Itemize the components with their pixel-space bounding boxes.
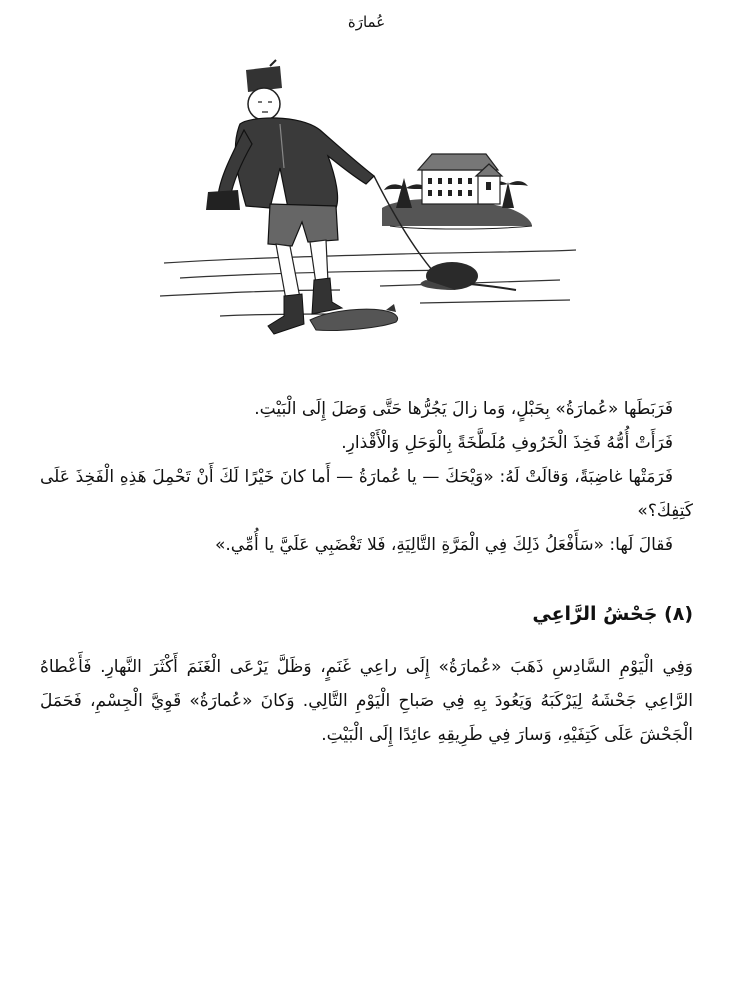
story-text	[40, 392, 693, 562]
page-header: عُمارَة	[347, 13, 386, 31]
story-illustration	[160, 58, 580, 350]
story-paragraph: فَرَبَطَها «عُمارَةُ» بِحَبْلٍ، وَما زالَ يَجُرُّها حَتَّى وَصَلَ إِلَى الْبَيْتِ.	[254, 399, 673, 419]
story-paragraph: فَرَمَتْها غاضِبَةً، وَقالَتْ لَهُ: «وَيْحَكَ — يا عُمارَةُ — أَما كانَ خَيْرًا لَكَ أَنْ تَحْمِلَ هَذِهِ الْفَخِذَ عَلَى كَتِفِكَ؟»	[40, 467, 693, 521]
island	[382, 154, 532, 229]
section-heading: (٨) جَحْشُ الرَّاعِي	[532, 603, 693, 625]
story-paragraph: فَرَأَتْ أُمُّهُ فَخِذَ الْخَرُوفِ مُلَطَّخَةً بِالْوَحَلِ وَالْأَقْذارِ.	[341, 433, 673, 453]
ground-lines	[160, 250, 576, 316]
dragged-leg	[421, 262, 516, 290]
story-paragraph: فَقالَ لَها: «سَأَفْعَلُ ذَلِكَ فِي الْمَرَّةِ التَّالِيَةِ، فَلا تَغْضَبِي عَلَيَّ يا أُمِّي.»	[214, 535, 673, 555]
section-paragraph: وَفِي الْيَوْمِ السَّادِسِ ذَهَبَ «عُمارَةُ» إِلَى راعِي غَنَمٍ، وَظَلَّ يَرْعَى الْغَنَمَ أَكْثَرَ النَّهارِ. فَأَعْطاهُ الرَّاعِي جَحْشَهُ لِيَرْكَبَهُ وَيَعُودَ بِهِ فِي صَباحِ الْيَوْمِ التَّالِي. وَكانَ «عُمارَةُ» قَوِيَّ الْجِسْمِ، فَحَمَلَ الْجَحْشَ عَلَى كَتِفَيْهِ، وَسارَ فِي طَرِيقِهِ عائِدًا إِلَى الْبَيْتِ.	[40, 657, 693, 745]
